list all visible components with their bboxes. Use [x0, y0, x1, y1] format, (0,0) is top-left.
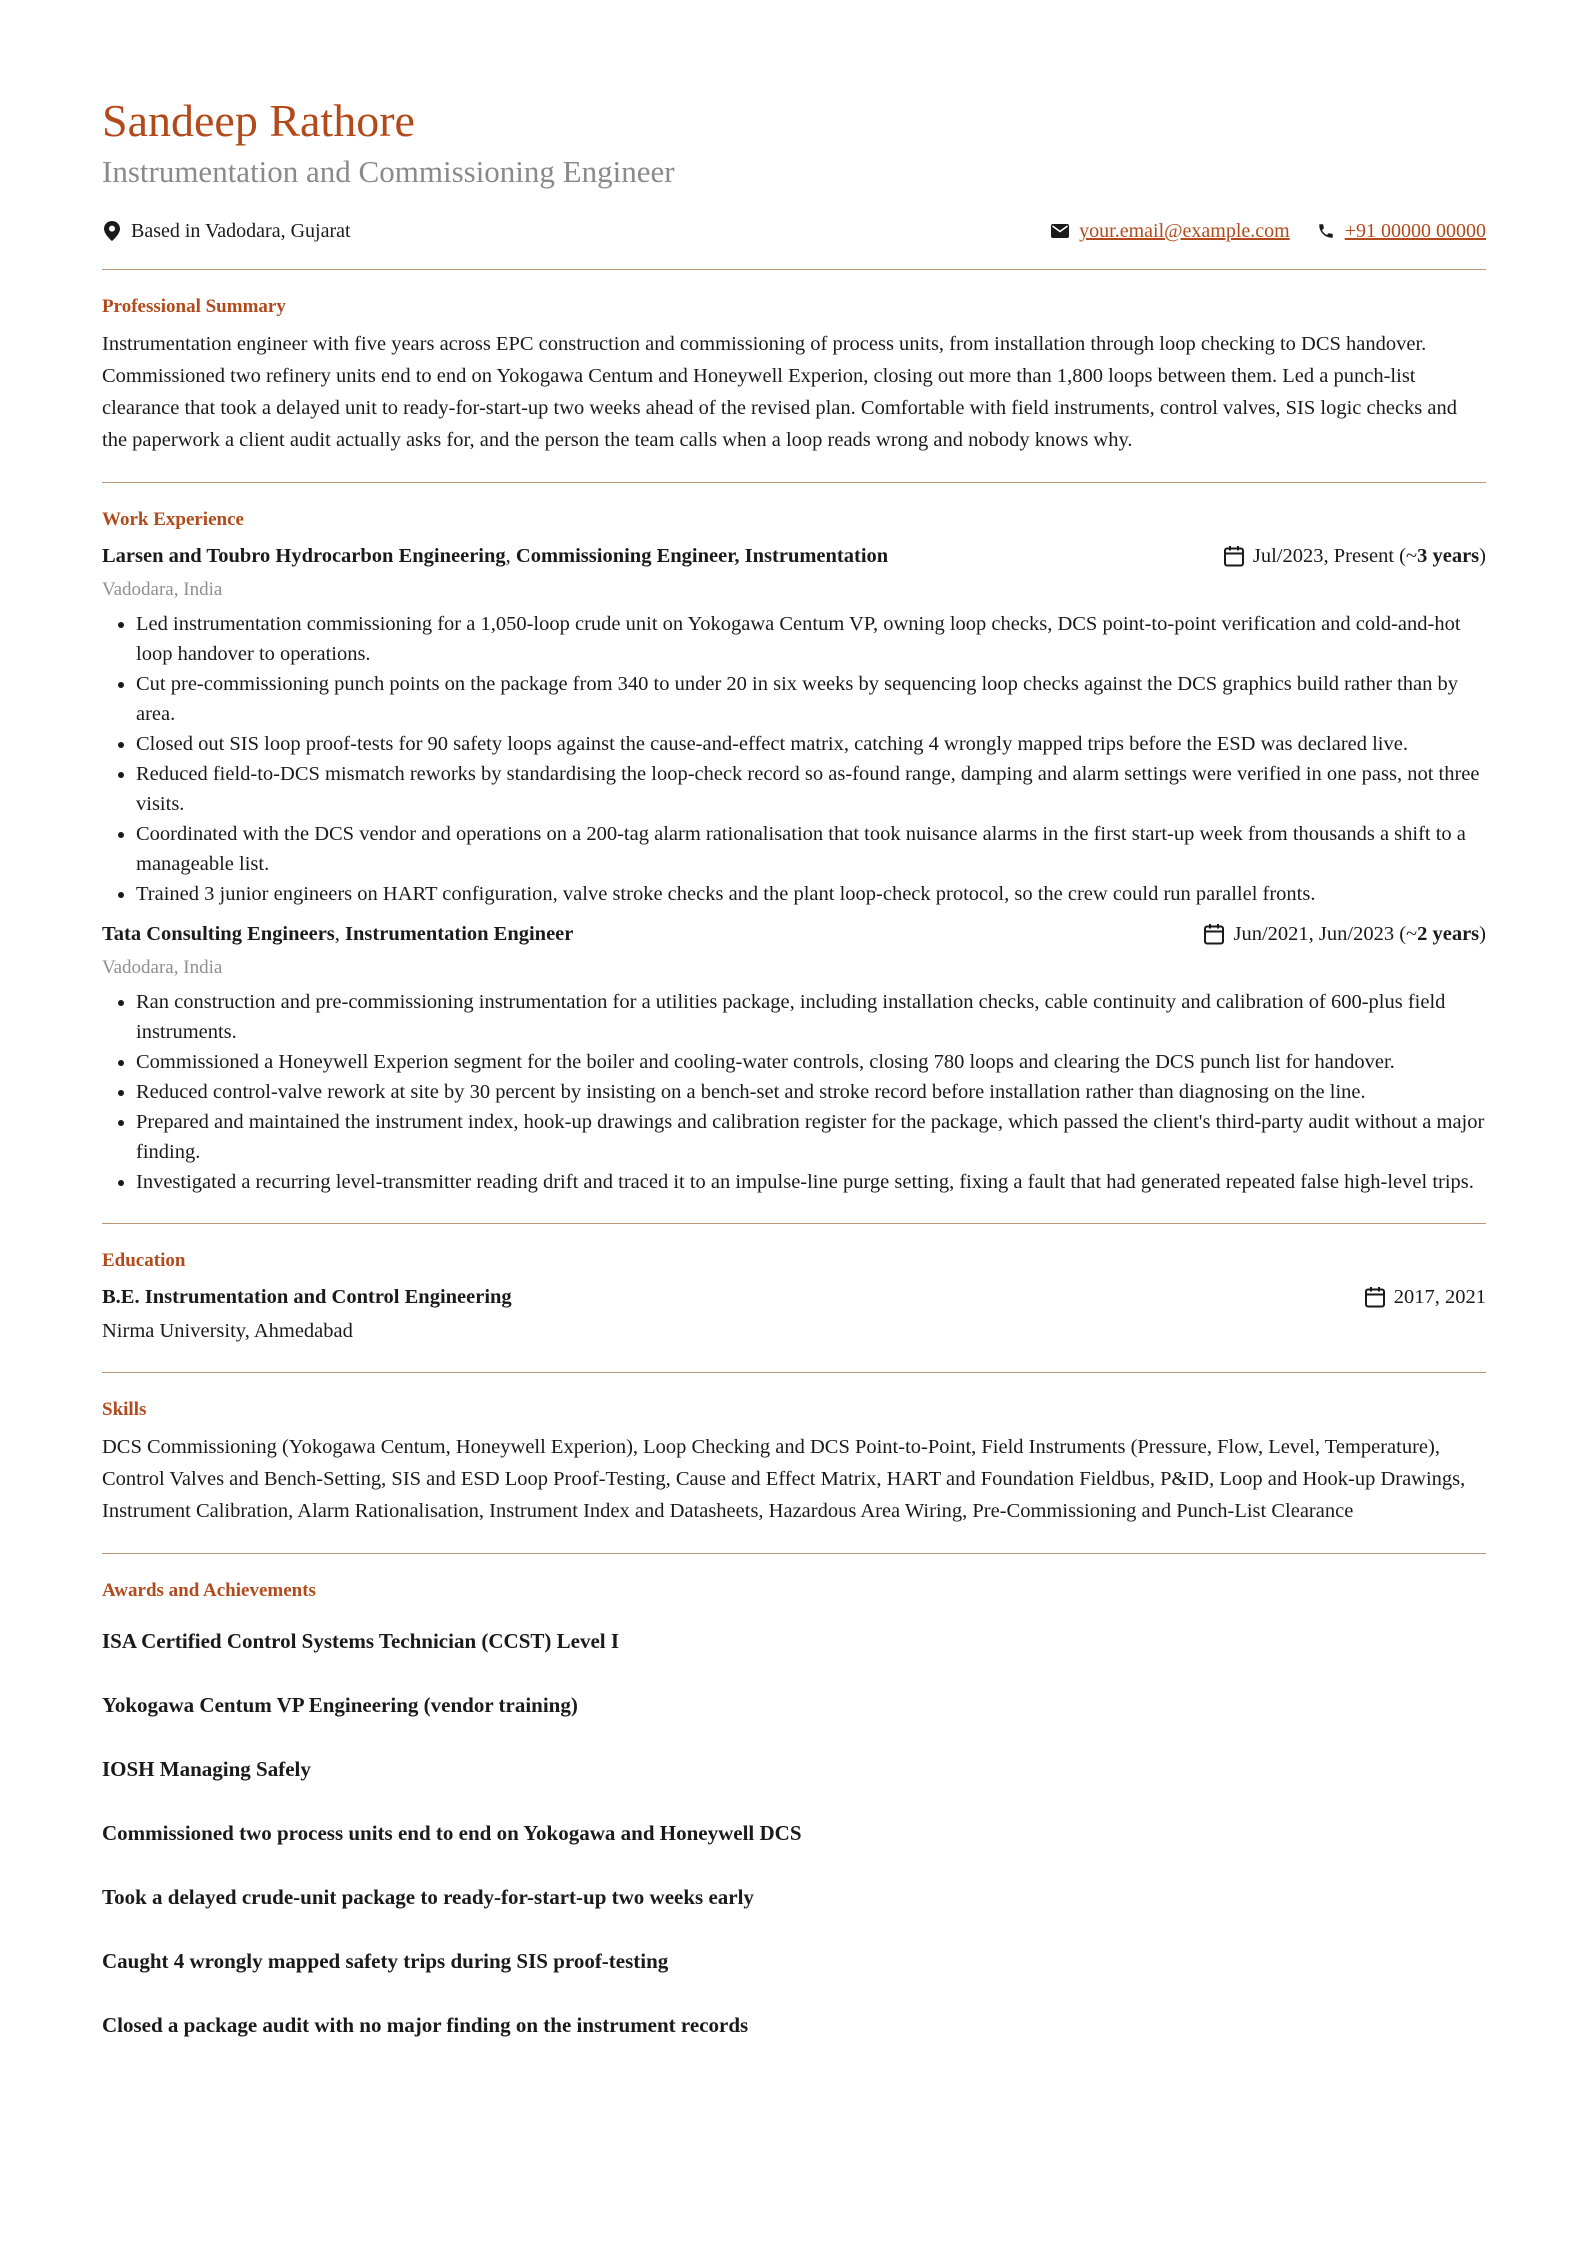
list-item: • Reduced control-valve rework at site by 30 percent by insisting on a bench-set and stroke record before installation rather than diagnosing on the line.	[136, 1077, 1486, 1107]
list-item: • Prepared and maintained the instrument index, hook-up drawings and calibration register for the package, which passed the client's third-party audit without a major finding.	[136, 1107, 1486, 1167]
award-item: Took a delayed crude-unit package to ready-for-start-up two weeks early	[102, 1884, 754, 1909]
award-item: Caught 4 wrongly mapped safety trips during SIS proof-testing	[102, 1948, 669, 1973]
list-item: • Ran construction and pre-commissioning instrumentation for a utilities package, including installation checks, cable continuity and calibration of 600-plus field instruments.	[136, 987, 1486, 1047]
phone-link[interactable]: +91 00000 00000	[1344, 219, 1486, 242]
list-item: • Closed out SIS loop proof-tests for 90 safety loops against the cause-and-effect matrix, catching 4 wrongly mapped trips before the ESD was declared live.	[136, 729, 1486, 759]
envelope-icon	[1050, 221, 1070, 241]
email-link[interactable]: your.email@example.com	[1079, 219, 1290, 242]
job-role: Instrumentation Engineer	[345, 922, 574, 945]
job-bullets	[102, 609, 1486, 909]
contact-left	[102, 220, 351, 243]
summary-section	[102, 270, 1486, 482]
candidate-name: Sandeep Rathore	[102, 95, 415, 146]
phone-item	[1316, 220, 1486, 243]
section-title: Work Experience	[102, 508, 244, 530]
award-item: Commissioned two process units end to end on Yokogawa and Honeywell DCS	[102, 1820, 802, 1845]
job-date: Jun/2021, Jun/2023 (~ 2 years )	[1203, 919, 1486, 949]
education-header	[102, 1282, 1486, 1312]
section-title: Awards and Achievements	[102, 1579, 316, 1601]
job-title: Tata Consulting Engineers, Instrumentation Engineer	[102, 922, 574, 945]
candidate-headline: Instrumentation and Commissioning Engineer	[102, 153, 675, 189]
list-item: • Commissioned a Honeywell Experion segment for the boiler and cooling-water controls, closing 780 loops and clearing the DCS punch list for handover.	[136, 1047, 1486, 1077]
job-entry	[102, 541, 1486, 909]
award-item: Closed a package audit with no major finding on the instrument records	[102, 2012, 749, 2037]
location-text: Based in Vadodara, Gujarat	[131, 219, 351, 242]
location-item	[102, 220, 351, 243]
award-item: IOSH Managing Safely	[102, 1756, 311, 1781]
experience-section	[102, 483, 1486, 1223]
job-company: Larsen and Toubro Hydrocarbon Engineering	[102, 544, 506, 567]
contact-right	[1050, 220, 1486, 243]
calendar-icon	[1364, 1286, 1386, 1308]
education-school: Nirma University, Ahmedabad	[102, 1319, 353, 1342]
job-location: Vadodara, India	[102, 578, 223, 600]
calendar-icon	[1223, 545, 1245, 567]
education-date	[1364, 1282, 1486, 1312]
list-item: • Cut pre-commissioning punch points on the package from 340 to under 20 in six weeks by sequencing loop checks against the DCS graphics build rather than by area.	[136, 669, 1486, 729]
contact-row	[102, 220, 1486, 243]
section-title: Professional Summary	[102, 295, 286, 317]
section-title: Education	[102, 1249, 186, 1271]
job-entry	[102, 919, 1486, 1197]
job-duration: 3 years	[1417, 544, 1480, 567]
skills-text: DCS Commissioning (Yokogawa Centum, Honeywell Experion), Loop Checking and DCS Point-to-Point, Field Instruments (Pressure, Flow, Level, Temperature), Control Valves and Bench-Setting, SIS and ESD Loop Proof-Testing, Cause and Effect Matrix, HART and Foundation Fieldbus, P&ID, Loop and Hook-up Drawings, Instrument Calibration, Alarm Rationalisation, Instrument Index and Datasheets, Hazardous Area Wiring, Pre-Commissioning and Punch-List Clearance	[102, 1435, 1466, 1522]
map-pin-icon	[102, 221, 122, 241]
job-title: Larsen and Toubro Hydrocarbon Engineering, Commissioning Engineer, Instrumentation	[102, 544, 889, 567]
list-item: • Coordinated with the DCS vendor and operations on a 200-tag alarm rationalisation that took nuisance alarms in the first start-up week from thousands a shift to a manageable list.	[136, 819, 1486, 879]
award-item: Yokogawa Centum VP Engineering (vendor training)	[102, 1692, 578, 1717]
job-date-range: Jul/2023, Present (~	[1252, 544, 1418, 567]
education-degree: B.E. Instrumentation and Control Engineering	[102, 1285, 512, 1308]
job-header	[102, 541, 1486, 571]
job-bullets	[102, 987, 1486, 1197]
summary-text: Instrumentation engineer with five years across EPC construction and commissioning of process units, from installation through loop checking to DCS handover. Commissioned two refinery units end to end on Yokogawa Centum and Honeywell Experion, closing out more than 1,800 loops between them. Led a punch-list clearance that took a delayed unit to ready-for-start-up two weeks ahead of the revised plan. Comfortable with field instruments, control valves, SIS logic checks and the paperwork a client audit actually asks for, and the person the team calls when a loop reads wrong and nobody knows why.	[102, 332, 1458, 451]
job-duration: 2 years	[1417, 922, 1480, 945]
job-location: Vadodara, India	[102, 956, 223, 978]
job-date: Jul/2023, Present (~ 3 years )	[1223, 541, 1486, 571]
list-item: • Trained 3 junior engineers on HART configuration, valve stroke checks and the plant loop-check protocol, so the crew could run parallel fronts.	[136, 879, 1486, 909]
job-header	[102, 919, 1486, 949]
award-item: ISA Certified Control Systems Technician (CCST) Level I	[102, 1628, 620, 1653]
job-date-range: Jun/2021, Jun/2023 (~	[1233, 922, 1418, 945]
email-item	[1050, 220, 1290, 243]
list-item: • Reduced field-to-DCS mismatch reworks by standardising the loop-check record so as-found range, damping and alarm settings were verified in one pass, not three visits.	[136, 759, 1486, 819]
job-role: Commissioning Engineer, Instrumentation	[515, 544, 889, 567]
job-company: Tata Consulting Engineers	[102, 922, 335, 945]
education-section	[102, 1224, 1486, 1372]
awards-list	[102, 1626, 1486, 2040]
education-date-range: 2017, 2021	[1393, 1285, 1486, 1308]
phone-icon	[1316, 221, 1336, 241]
calendar-icon	[1203, 923, 1225, 945]
list-item: • Investigated a recurring level-transmitter reading drift and traced it to an impulse-line purge setting, fixing a fault that had generated repeated false high-level trips.	[136, 1167, 1486, 1197]
section-title: Skills	[102, 1398, 147, 1420]
skills-section	[102, 1373, 1486, 1553]
list-item: • Led instrumentation commissioning for a 1,050-loop crude unit on Yokogawa Centum VP, owning loop checks, DCS point-to-point verification and cold-and-hot loop handover to operations.	[136, 609, 1486, 669]
awards-section	[102, 1554, 1486, 2066]
